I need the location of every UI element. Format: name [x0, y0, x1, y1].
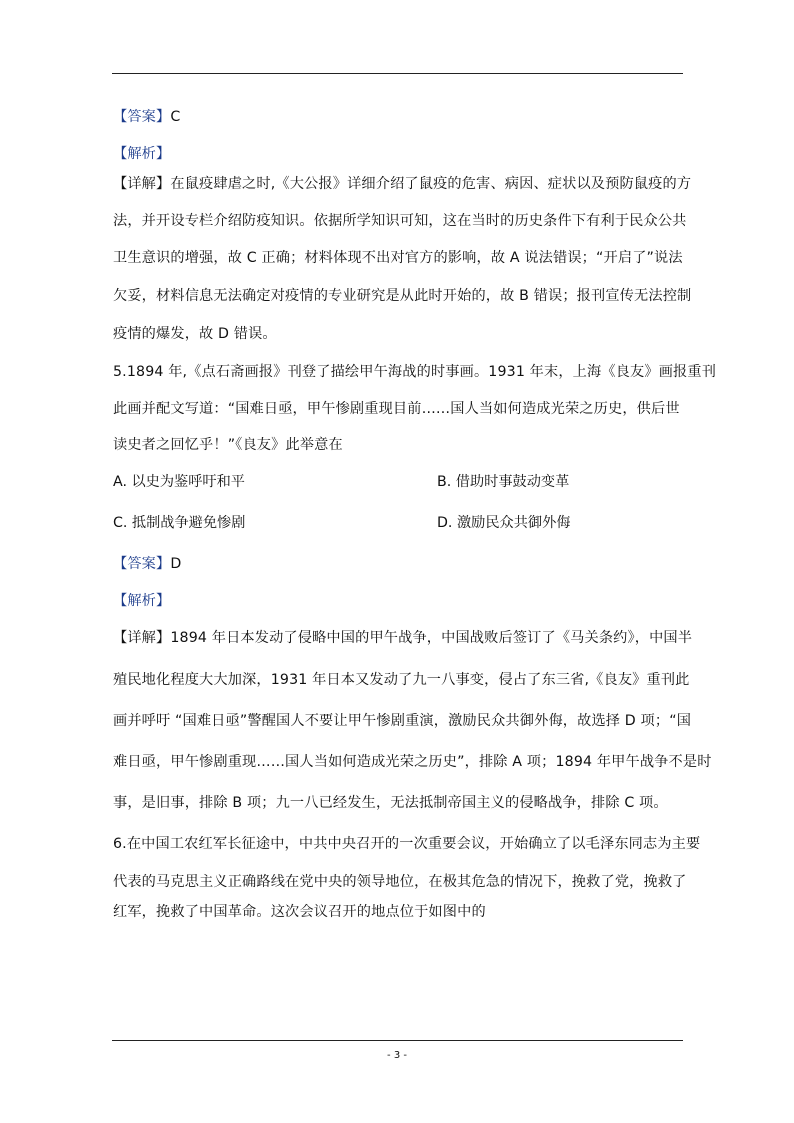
option-a: A. 以史为鉴呼吁和平 [113, 474, 245, 490]
detail-line-q4-2: 法，并开设专栏介绍防疫知识。依据所学知识可知，这在当时的历史条件下有利于民众公共 [113, 213, 687, 229]
page-number: - 3 - [387, 1050, 407, 1061]
detail-line-q5-2: 殖民地化程度大大加深，1931 年日本又发动了九一八事变，侵占了东三省,《良友》重刊此 [113, 672, 690, 688]
detail-line-q4-3: 卫生意识的增强，故 C 正确；材料体现不出对官方的影响，故 A 说法错误；“开启了”说法 [113, 250, 683, 266]
answer-tag: 【答案】 [113, 556, 171, 572]
detail-tag: 【详解】 [113, 630, 171, 646]
detail-line-q5-1 [113, 628, 692, 648]
question-6-line-1: 6.在中国工农红军长征途中，中共中央召开的一次重要会议，开始确立了以毛泽东同志为主要 [113, 836, 701, 852]
question-6-line-3: 红军，挽救了中国革命。这次会议召开的地点位于如图中的 [113, 904, 486, 920]
detail-tag: 【详解】 [113, 176, 171, 192]
analysis-tag: 【解析】 [113, 593, 171, 609]
option-d: D. 激励民众共御外侮 [437, 515, 571, 531]
detail-line-q5-3: 画并呼吁 “国难日亟”警醒国人不要让甲午惨剧重演，激励民众共御外侮，故选择 D 项；“国 [113, 713, 692, 729]
detail-line-q5-4: 难日亟，甲午惨剧重现……国人当如何造成光荣之历史”，排除 A 项；1894 年甲午战争不是时 [113, 754, 712, 770]
detail-line-q4-1 [113, 174, 691, 194]
answer-value: D [170, 556, 182, 572]
answer-tag: 【答案】 [113, 109, 171, 125]
option-c: C. 抵制战争避免惨剧 [113, 515, 246, 531]
detail-text: 1894 年日本发动了侵略中国的甲午战争，中国战败后签订了《马关条约》，中国半 [170, 630, 693, 646]
analysis-tag: 【解析】 [113, 146, 171, 162]
detail-line-q4-4: 欠妥，材料信息无法确定对疫情的专业研究是从此时开始的，故 B 错误；报刊宣传无法控制 [113, 288, 692, 304]
detail-line-q4-5: 疫情的爆发，故 D 错误。 [113, 326, 277, 342]
header-rule [112, 73, 683, 74]
option-b: B. 借助时事鼓动变革 [437, 474, 570, 490]
answer-line-q4 [113, 107, 180, 127]
detail-text: 在鼠疫肆虐之时,《大公报》详细介绍了鼠疫的危害、病因、症状以及预防鼠疫的方 [170, 176, 692, 192]
detail-line-q5-5: 事，是旧事，排除 B 项；九一八已经发生，无法抵制帝国主义的侵略战争，排除 C 项。 [113, 795, 668, 811]
analysis-heading-q5 [113, 591, 170, 611]
answer-line-q5 [113, 554, 181, 574]
question-6-line-2: 代表的马克思主义正确路线在党中央的领导地位，在极其危急的情况下，挽救了党，挽救了 [113, 874, 687, 890]
question-5-line-3: 读史者之回忆乎！”《良友》此举意在 [113, 437, 343, 453]
answer-value: C [170, 109, 181, 125]
footer-rule [112, 1040, 683, 1041]
analysis-heading-q4 [113, 144, 170, 164]
question-5-line-2: 此画并配文写道：“国难日亟，甲午惨剧重现目前……国人当如何造成光荣之历史，供后世 [113, 401, 680, 417]
question-5-line-1: 5.1894 年,《点石斋画报》刊登了描绘甲午海战的时事画。1931 年末，上海《良友》画报重刊 [113, 364, 717, 380]
